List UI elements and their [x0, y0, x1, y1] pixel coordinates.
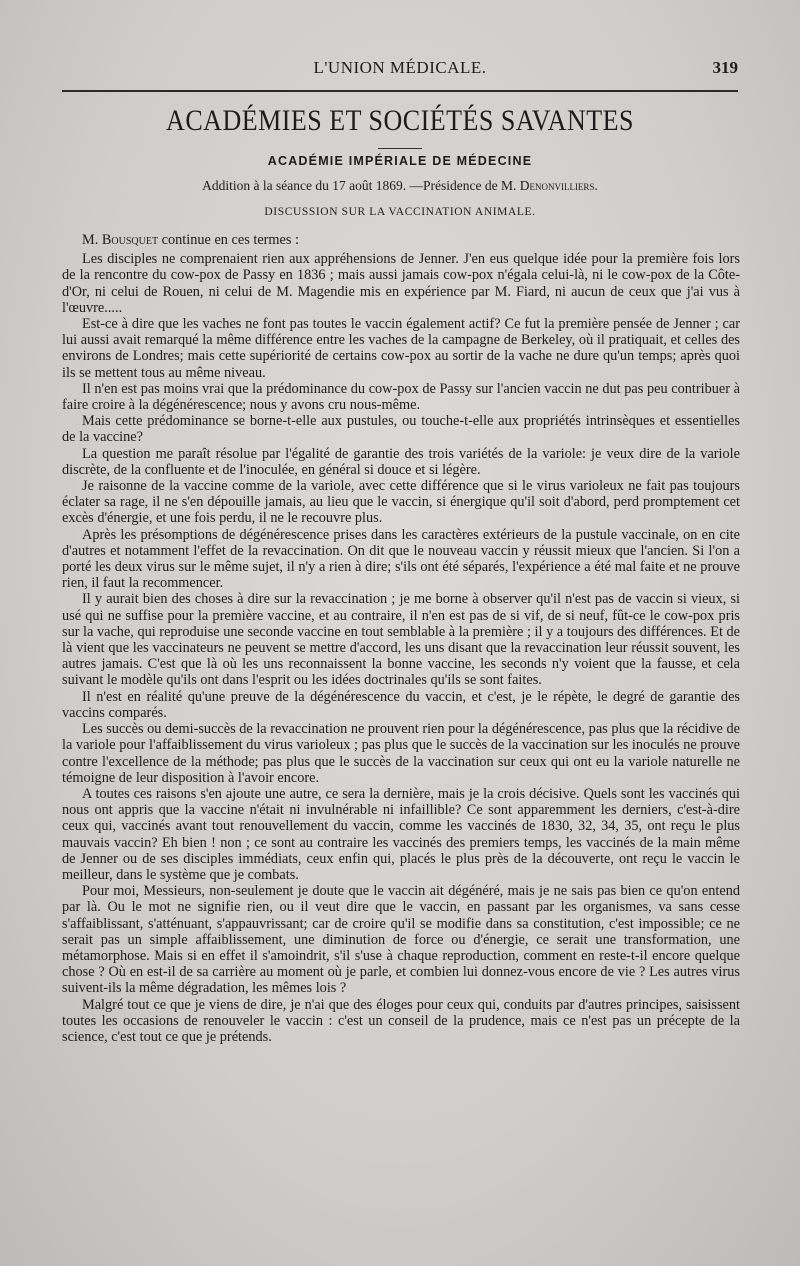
speaker-title: M.: [82, 232, 102, 248]
speaker-name: Bousquet: [101, 232, 159, 248]
header-rule: [62, 90, 738, 92]
paragraph: Malgré tout ce que je viens de dire, je n'ai que des éloges pour ceux qui, conduits par d'autres principes, saisissent toutes les occasions de renouveler le vaccin : c'est un conseil de la prudence, mais ce n'est pas un précepte de la science, c'est tout ce que je prétends.: [62, 996, 740, 1045]
session-president: Denonvilliers.: [519, 178, 598, 193]
session-prefix: Addition à la séance du 17 août 1869. —Présidence de M.: [202, 178, 520, 193]
paragraph: A toutes ces raisons s'en ajoute une autre, ce sera la dernière, mais je la crois décisive. Quels sont les vaccinés qui nous ont appris que la vaccine n'était ni invulnérable ni infaillible? Ce sont apparemment les derniers, c'est-à-dire ceux qui, vaccinés avant tout renouvellement du vaccin, comme les vaccinés de 1830, 32, 34, 35, ont reçu le plus mauvais vaccin? Eh bien ! non ; ce sont au contraire les vaccinés des premiers temps, les vaccinés de la main même de Jenner ou de ses disciples immédiats, ceux enfin qui, placés le plus près de la découverte, ont reçu le vaccin le meilleur, dans le système que je combats.: [62, 785, 740, 883]
paragraph: Les disciples ne comprenaient rien aux appréhensions de Jenner. J'en eus quelque idée pour la première fois lors de la rencontre du cow-pox de Passy en 1836 ; mais aussi jamais cow-pox n'égala celui-là, ni le cow-pox de la Côte-d'Or, ni celui de Rouen, ni celui de M. Magendie mis en expérience par M. Fiard, ni aucun de ceux que j'ai vus à l'œuvre.....: [62, 251, 740, 316]
paragraph: La question me paraît résolue par l'égalité de garantie des trois variétés de la variole: je veux dire de la variole discrète, de la confluente et de l'inoculée, en général si douce et si légère.: [62, 445, 740, 478]
paragraph: Après les présomptions de dégénérescence prises dans les caractères extérieurs de la pustule vaccinale, on en cite d'autres et notamment l'effet de la revaccination. On dit que le nouveau vaccin y réussit mieux que l'ancien. Si l'on a porté les deux virus sur le même sujet, il n'y a rien à dire; s'ils ont été séparés, l'expérience a été mal faite et ne prouve rien, il faut la recommencer.: [62, 526, 740, 592]
title-rule: [378, 148, 422, 149]
paragraph: Je raisonne de la vaccine comme de la variole, avec cette différence que si le virus varioleux ne fait pas toujours éclater sa rage, il ne s'en dépouille jamais, au lieu que le vaccin, si énergique qu'il soit d'abord, perd promptement cet excès d'énergie, et une fois perdu, il ne le recouvre plus.: [62, 478, 740, 527]
page-number: 319: [712, 58, 738, 77]
running-head: [62, 58, 738, 84]
paragraph: Est-ce à dire que les vaches ne font pas toutes le vaccin également actif? Ce fut la première pensée de Jenner ; car lui aussi avait remarqué la même différence entre les vaches de la campagne de Berkeley, où il pratiquait, et celles des environs de Londres; mais cette supériorité de certains cow-pox au sortir de la vache ne dure qu'un temps; après quoi ils se mettent tous au même niveau.: [62, 316, 740, 381]
speaker-rest: continue en ces termes :: [158, 232, 300, 248]
discussion-heading: DISCUSSION SUR LA VACCINATION ANIMALE.: [264, 206, 536, 218]
paragraph: Il n'est en réalité qu'une preuve de la dégénérescence du vaccin, et c'est, je le répète, le degré de garantie des vaccins comparés.: [62, 688, 740, 721]
speaker-intro: [62, 232, 740, 248]
section-title: ACADÉMIES ET SOCIÉTÉS SAVANTES: [166, 104, 634, 137]
paragraph: Il n'en est pas moins vrai que la prédominance du cow-pox de Passy sur l'ancien vaccin ne dut pas peu contribuer à faire croire à la dégénérescence; nous y avons cru nous-même.: [62, 380, 740, 414]
paragraph: Les succès ou demi-succès de la revaccination ne prouvent rien pour la dégénérescence, pas plus que la récidive de la variole pour l'affaiblissement du virus varioleux ; pas plus que le succès de la vaccination sur les inoculés ne prouve contre l'excellence de la méthode; pas plus que le succès de la vaccination sur ceux qui ont eu la variole naturelle ne témoigne de leur disposition à l'avoir encore.: [62, 721, 740, 786]
paragraph: Pour moi, Messieurs, non-seulement je doute que le vaccin ait dégénéré, mais je ne sais pas bien ce qu'on entend par là. Ou le mot ne signifie rien, ou il veut dire que le vaccin, en passant par les organismes, va sans cesse s'affaiblissant, s'atténuant, s'appauvrissant; car de croire qu'il se modifie dans sa constitution, c'est impossible; ce ne serait pas un simple affaiblissement, une diminution de force ou d'énergie, ce serait une transformation, une métamorphose. Mais si en effet il s'amoindrit, s'il s'use à chaque reproduction, comment en reste-t-il encore quelque chose ? Où en est-il de sa carrière au moment où je parle, et combien lui donnez-vous encore de vie ? Les autres virus suivent-ils la même dégradation, les mêmes lois ?: [62, 883, 740, 997]
paragraph: Mais cette prédominance se borne-t-elle aux pustules, ou touche-t-elle aux propriétés intrinsèques et essentielles de la vaccine?: [62, 413, 740, 446]
running-title: L'UNION MÉDICALE.: [313, 58, 487, 77]
session-line: [62, 178, 738, 194]
paragraph: Il y aurait bien des choses à dire sur la revaccination ; je me borne à observer qu'il n'est pas de vaccin si vieux, si usé qui ne suffise pour la première vaccine, et au contraire, il n'en est pas de si vif, de si neuf, fût-ce le cow-pox pris sur la vache, qui reproduise une seconde vaccine en tout semblable à la première ; il y a toujours des différences. Et de là vient que les vaccinateurs ne peuvent se mettre d'accord, les uns disant que la revaccination leur réussit souvent, les autres jamais. C'est que là où les uns reconnaissent la bonne vaccine, les seconds n'y voient que la fausse, et cela suivant le modèle qu'ils ont dans l'esprit ou les idées doctrinales qu'ils se sont faites.: [62, 591, 740, 689]
academy-heading: ACADÉMIE IMPÉRIALE DE MÉDECINE: [267, 154, 533, 168]
article-body: [62, 232, 740, 1045]
